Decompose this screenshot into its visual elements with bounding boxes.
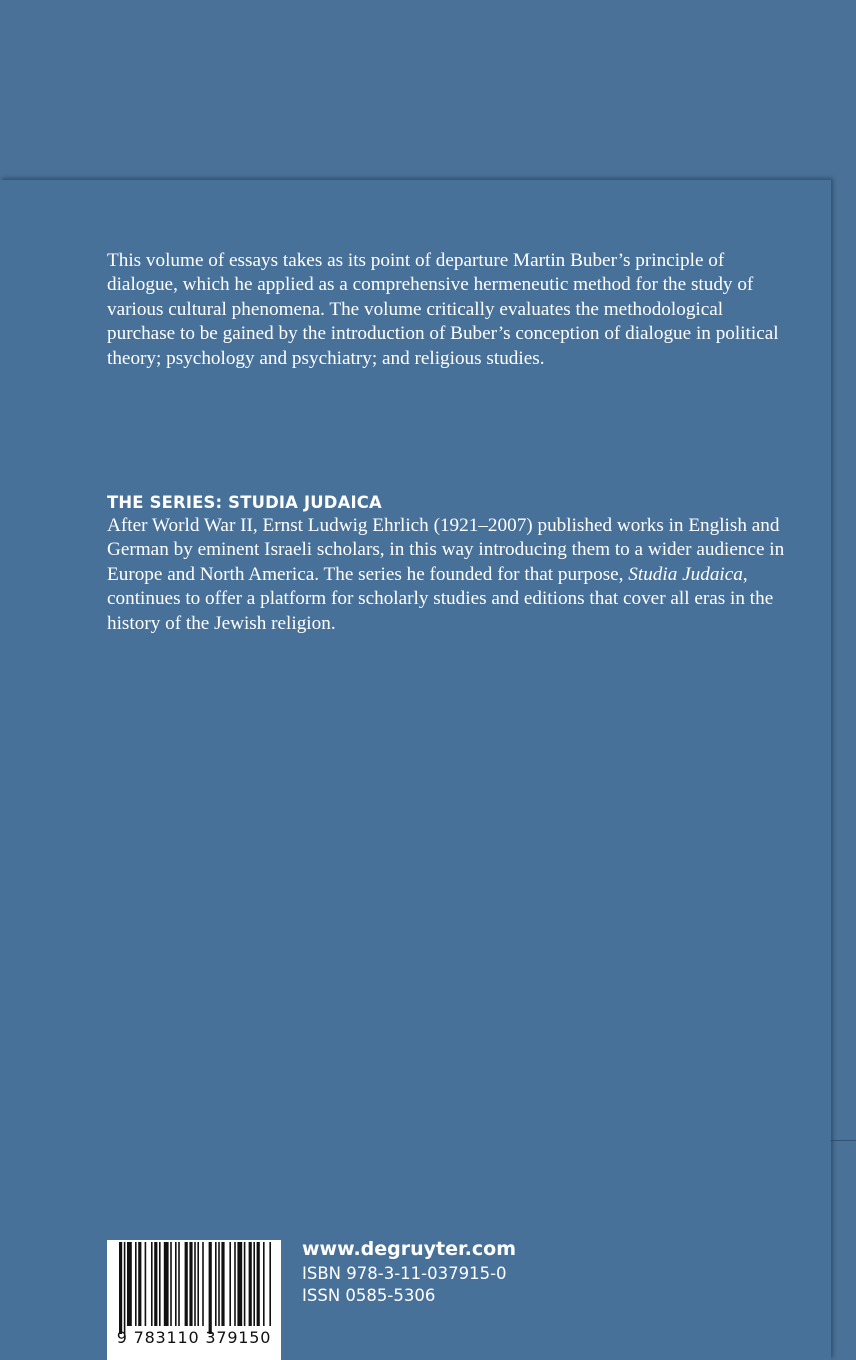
barcode-bar xyxy=(202,1242,204,1326)
barcode-bar xyxy=(145,1242,147,1326)
barcode-bar xyxy=(164,1242,169,1326)
barcode-bar xyxy=(234,1242,236,1326)
barcode-bar xyxy=(218,1242,220,1326)
barcode-bar xyxy=(221,1242,224,1326)
barcode-bar xyxy=(249,1242,252,1326)
barcode-bar xyxy=(119,1242,122,1334)
barcode-bar xyxy=(185,1242,188,1326)
barcode-bar xyxy=(175,1242,177,1326)
cover-edge-line xyxy=(831,1140,856,1141)
barcode-bar xyxy=(237,1242,242,1326)
barcode-bar xyxy=(151,1242,153,1326)
barcode-bar xyxy=(244,1242,246,1326)
barcode-bar xyxy=(138,1242,141,1326)
barcode-bar xyxy=(127,1242,132,1326)
barcode-bar xyxy=(194,1242,196,1326)
series-heading: THE SERIES: STUDIA JUDAICA xyxy=(107,493,382,512)
publisher-website[interactable]: www.degruyter.com xyxy=(302,1238,516,1260)
series-description xyxy=(107,514,787,636)
barcode-bar xyxy=(197,1242,199,1326)
barcode-bar xyxy=(154,1242,157,1326)
issn-number: ISSN 0585-5306 xyxy=(302,1286,436,1305)
series-text-part-2: , continues to offer a platform for scholarly studies and editions that cover all eras in the history of the Jewish religion. xyxy=(107,563,774,634)
barcode-bar xyxy=(209,1242,212,1334)
barcode-bar xyxy=(135,1242,137,1326)
barcode-bar xyxy=(159,1242,161,1326)
barcode-bar xyxy=(263,1242,265,1326)
barcode-bar xyxy=(269,1242,271,1326)
barcode-digits: 9 783110 379150 xyxy=(116,1328,272,1347)
barcode-bar xyxy=(215,1242,217,1326)
barcode-bar xyxy=(170,1242,172,1326)
series-text-part-1: After World War II, Ernst Ludwig Ehrlich (1921–2007) published works in English and German by eminent Israeli scholars, in this way introducing them to a wider audience in Europe and North America. The series he founded for that purpose, xyxy=(107,515,785,585)
barcode-bar xyxy=(229,1242,231,1326)
barcode-bar xyxy=(257,1242,260,1326)
barcode-bar xyxy=(178,1242,180,1326)
barcode-bar xyxy=(189,1242,192,1326)
barcode-bar xyxy=(253,1242,255,1326)
series-title-italic: Studia Judaica xyxy=(628,563,743,585)
isbn-number: ISBN 978-3-11-037915-0 xyxy=(302,1264,507,1283)
isbn-barcode xyxy=(107,1240,281,1360)
book-description: This volume of essays takes as its point of departure Martin Buber’s principle of dialogue, which he applied as a comprehensive hermeneutic method for the study of various cultural phenomena. The volume critically evaluates the methodological purchase to be gained by the introduction of Buber’s conception of dialogue in political theory; psychology and psychiatry; and religious studies. xyxy=(107,250,779,369)
barcode-bar xyxy=(124,1242,126,1334)
